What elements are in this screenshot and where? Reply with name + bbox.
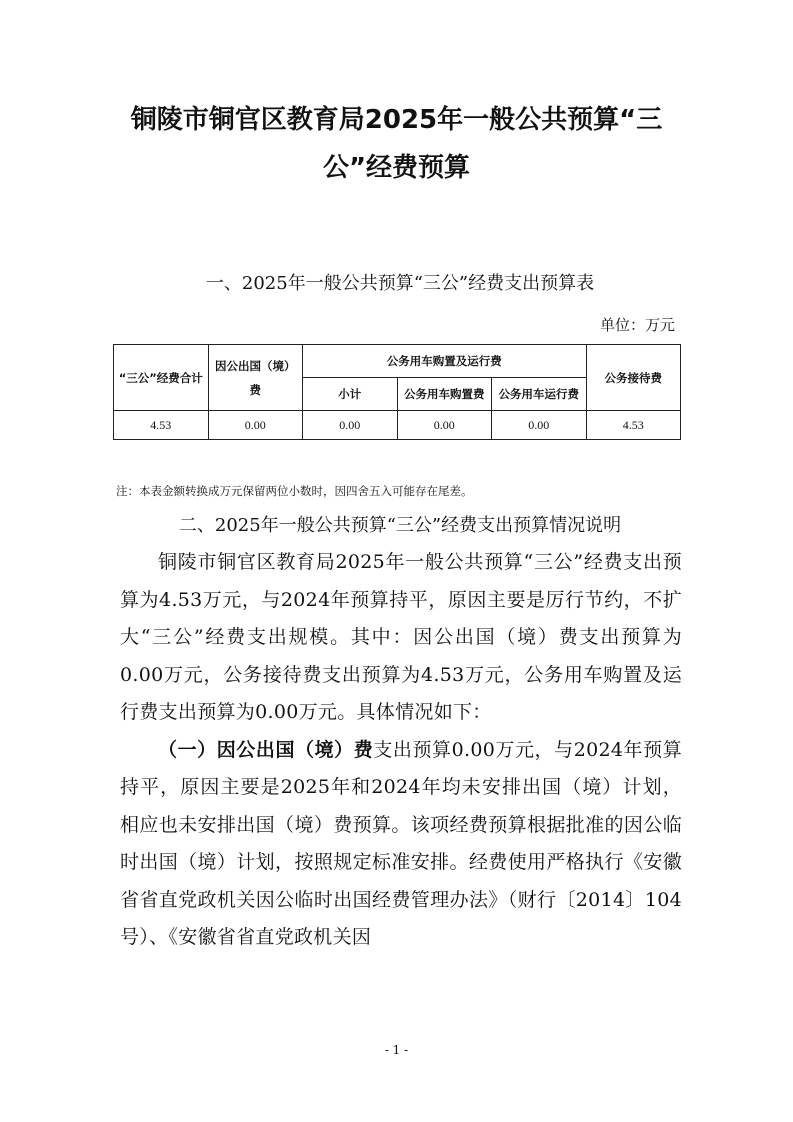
body-text (120, 544, 682, 957)
page-number: - 1 - (384, 1043, 409, 1057)
header-vehicle-group: 公务用车购置及运行费 (303, 345, 587, 378)
value-subtotal: 0.00 (303, 411, 398, 440)
section-heading-2: 二、2025年一般公共预算“三公”经费支出预算情况说明 (178, 515, 622, 536)
value-vehicle-purchase: 0.00 (397, 411, 492, 440)
paragraph-summary: 铜陵市铜官区教育局2025年一般公共预算“三公”经费支出预算为4.53万元，与2024年预算持平，原因主要是厉行节约，不扩大“三公”经费支出规模。其中：因公出国（境）费支出预算为0.00万元，公务接待费支出预算为4.53万元，公务用车购置及运行费支出预算为0.00万元。具体情况如下： (120, 551, 682, 723)
header-reception: 公务接待费 (586, 345, 681, 411)
budget-table (113, 344, 681, 440)
paragraph-abroad (120, 732, 682, 957)
value-vehicle-operation: 0.00 (492, 411, 587, 440)
section-heading-1: 一、2025年一般公共预算“三公”经费支出预算表 (205, 273, 595, 294)
paragraph-abroad-lead: （一）因公出国（境）费 (158, 738, 374, 761)
unit-label: 单位：万元 (599, 316, 675, 334)
header-subtotal: 小计 (303, 378, 398, 411)
table-note: 注：本表金额转换成万元保留两位小数时，因四舍五入可能存在尾差。 (116, 484, 473, 498)
value-total: 4.53 (114, 411, 209, 440)
page-title: 铜陵市铜官区教育局2025年一般公共预算“三公”经费预算 (130, 105, 663, 183)
header-vehicle-operation: 公务用车运行费 (492, 378, 587, 411)
header-total: “三公”经费合计 (114, 345, 209, 411)
value-abroad: 0.00 (208, 411, 303, 440)
header-abroad: 因公出国（境）费 (208, 345, 303, 411)
value-reception: 4.53 (586, 411, 681, 440)
paragraph-abroad-body: 支出预算0.00万元，与2024年预算持平，原因主要是2025年和2024年均未安排出国（境）计划，相应也未安排出国（境）费预算。该项经费预算根据批准的因公临时出国（境）计划，按照规定标准安排。经费使用严格执行《安徽省省直党政机关因公临时出国经费管理办法》（财行〔2014〕104号）、《安徽省省直党政机关因 (120, 738, 682, 948)
header-vehicle-purchase: 公务用车购置费 (397, 378, 492, 411)
